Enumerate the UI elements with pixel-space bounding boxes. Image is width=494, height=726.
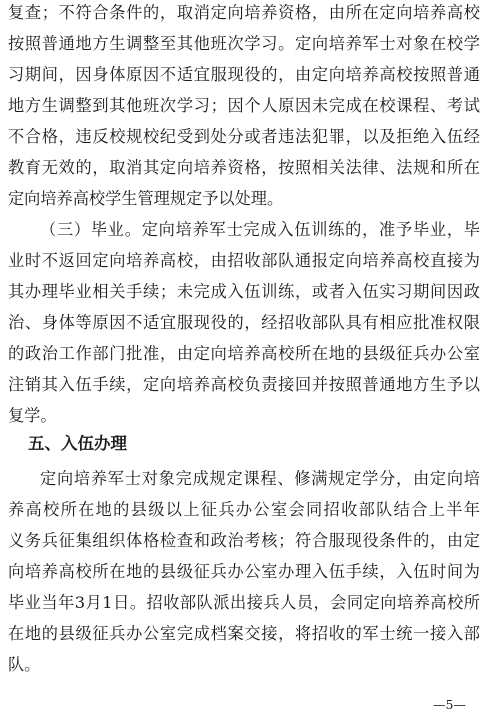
text-line: 不合格，违反校规校纪受到处分或者违法犯罪，以及拒绝入伍经 <box>8 127 480 146</box>
text-line: 注销其入伍手续，定向培养高校负责接回并按照普通地方生予以 <box>8 375 480 394</box>
text-line: 队。 <box>8 655 41 674</box>
text-line: 向培养高校所在地的县级征兵办公室办理入伍手续，入伍时间为 <box>8 562 480 581</box>
text-line: 的政治工作部门批准，由定向培养高校所在地的县级征兵办公室 <box>8 344 480 363</box>
text-line: （三）毕业。定向培养军士完成入伍训练的，准予毕业，毕 <box>40 220 480 239</box>
text-line: 定向培养高校学生管理规定予以处理。 <box>8 189 284 208</box>
section-heading: 五、入伍办理 <box>28 434 127 453</box>
text-line: 复学。 <box>8 406 57 425</box>
text-line: 义务兵征集组织体格检查和政治考核；符合服现役条件的，由定 <box>8 531 480 550</box>
text-line: 毕业当年3月1日。招收部队派出接兵人员，会同定向培养高校所 <box>8 593 480 612</box>
text-line: 习期间，因身体原因不适宜服现役的，由定向培养高校按照普通 <box>8 65 480 84</box>
text-line: 治、身体等原因不适宜服现役的，经招收部队具有相应批准权限 <box>8 313 480 332</box>
text-line: 地方生调整到其他班次学习；因个人原因未完成在校课程、考试 <box>8 96 480 115</box>
text-line: 按照普通地方生调整至其他班次学习。定向培养军士对象在校学 <box>8 34 480 53</box>
text-line: 复查；不符合条件的，取消定向培养资格，由所在定向培养高校 <box>8 3 480 22</box>
text-line: 教育无效的，取消其定向培养资格，按照相关法律、法规和所在 <box>8 158 480 177</box>
text-line: 在地的县级征兵办公室完成档案交接，将招收的军士统一接入部 <box>8 624 480 643</box>
page-number: —5— <box>433 697 466 712</box>
text-line: 业时不返回定向培养高校，由招收部队通报定向培养高校直接为 <box>8 251 480 270</box>
text-line: 其办理毕业相关手续；未完成入伍训练，或者入伍实习期间因政 <box>8 282 480 301</box>
text-line: 定向培养军士对象完成规定课程、修满规定学分，由定向培 <box>40 469 480 488</box>
text-line: 养高校所在地的县级以上征兵办公室会同招收部队结合上半年 <box>8 500 480 519</box>
